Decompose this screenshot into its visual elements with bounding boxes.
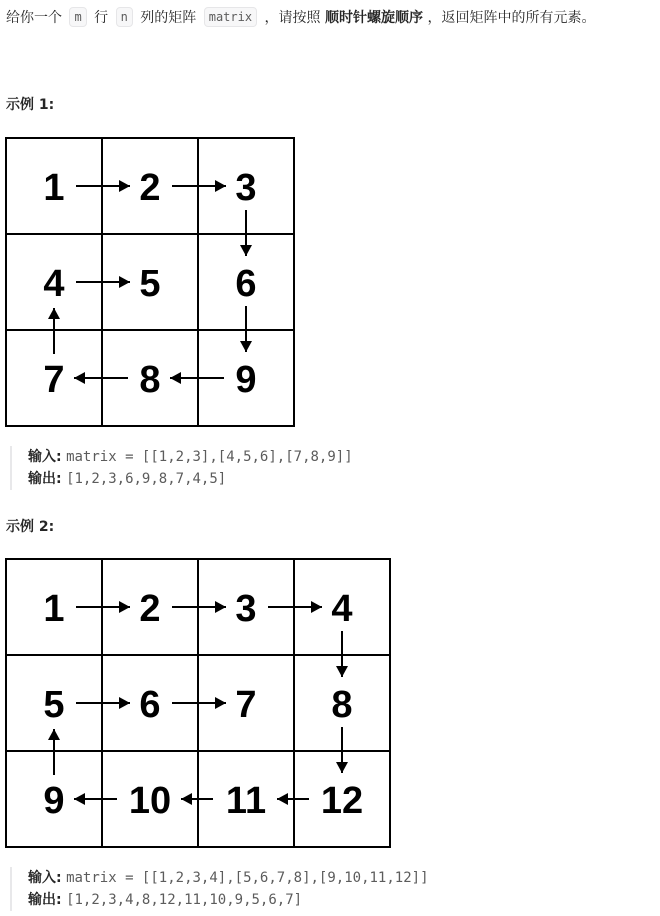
output-label: 输出: xyxy=(28,892,62,908)
example-2-title: 示例 2: xyxy=(6,519,55,535)
matrix-cell-value: 5 xyxy=(43,684,65,726)
inline-code-m: m xyxy=(69,7,86,27)
matrix-cell-value: 3 xyxy=(235,588,257,630)
problem-description xyxy=(6,7,658,29)
input-label: 输入: xyxy=(28,870,62,886)
matrix-cell-value: 6 xyxy=(139,684,161,726)
intro-text: 列的矩阵 xyxy=(140,10,197,26)
matrix-cell-value: 1 xyxy=(43,167,65,209)
matrix-cell-value: 7 xyxy=(235,684,257,726)
output-label: 输出: xyxy=(28,471,62,487)
example-1-output-row xyxy=(28,468,353,490)
matrix-cell-value: 4 xyxy=(43,263,65,305)
example-2-io-block xyxy=(10,867,429,911)
matrix-cell-value: 9 xyxy=(235,359,257,401)
inline-code-n: n xyxy=(116,7,133,27)
matrix-cell-value: 4 xyxy=(331,588,353,630)
matrix-cell-value: 12 xyxy=(320,780,364,822)
example-2-output-row xyxy=(28,889,429,911)
matrix-cell-value: 6 xyxy=(235,263,257,305)
intro-text: 给你一个 xyxy=(6,10,62,26)
input-value: matrix = [[1,2,3,4],[5,6,7,8],[9,10,11,12]] xyxy=(66,870,429,886)
example-1-io-block xyxy=(10,446,353,490)
matrix-cell-value: 11 xyxy=(225,780,267,822)
inline-code-matrix: matrix xyxy=(204,7,257,27)
output-value: [1,2,3,6,9,8,7,4,5] xyxy=(66,471,227,487)
example-1-matrix-diagram xyxy=(0,136,300,430)
example-1-input-row xyxy=(28,446,353,468)
matrix-cell-value: 8 xyxy=(331,684,353,726)
matrix-cell-value: 5 xyxy=(139,263,161,305)
matrix-cell-value: 2 xyxy=(139,588,161,630)
matrix-cell-value: 10 xyxy=(128,780,172,822)
input-value: matrix = [[1,2,3],[4,5,6],[7,8,9]] xyxy=(66,449,353,465)
matrix-cell-value: 8 xyxy=(139,359,161,401)
intro-text: 行 xyxy=(94,10,109,26)
intro-text: ，请按照 xyxy=(264,10,321,26)
matrix-cell-value: 9 xyxy=(43,780,65,822)
intro-text: ，返回矩阵中的所有元素。 xyxy=(427,10,596,26)
example-2-input-row xyxy=(28,867,429,889)
matrix-cell-value: 7 xyxy=(43,359,65,401)
input-label: 输入: xyxy=(28,449,62,465)
matrix-cell-value: 3 xyxy=(235,167,257,209)
intro-bold-text: 顺时针螺旋顺序 xyxy=(325,10,423,26)
example-2-matrix-diagram xyxy=(0,557,396,851)
example-1-title: 示例 1: xyxy=(6,97,55,113)
matrix-cell-value: 1 xyxy=(43,588,65,630)
output-value: [1,2,3,4,8,12,11,10,9,5,6,7] xyxy=(66,892,303,908)
matrix-cell-value: 2 xyxy=(139,167,161,209)
